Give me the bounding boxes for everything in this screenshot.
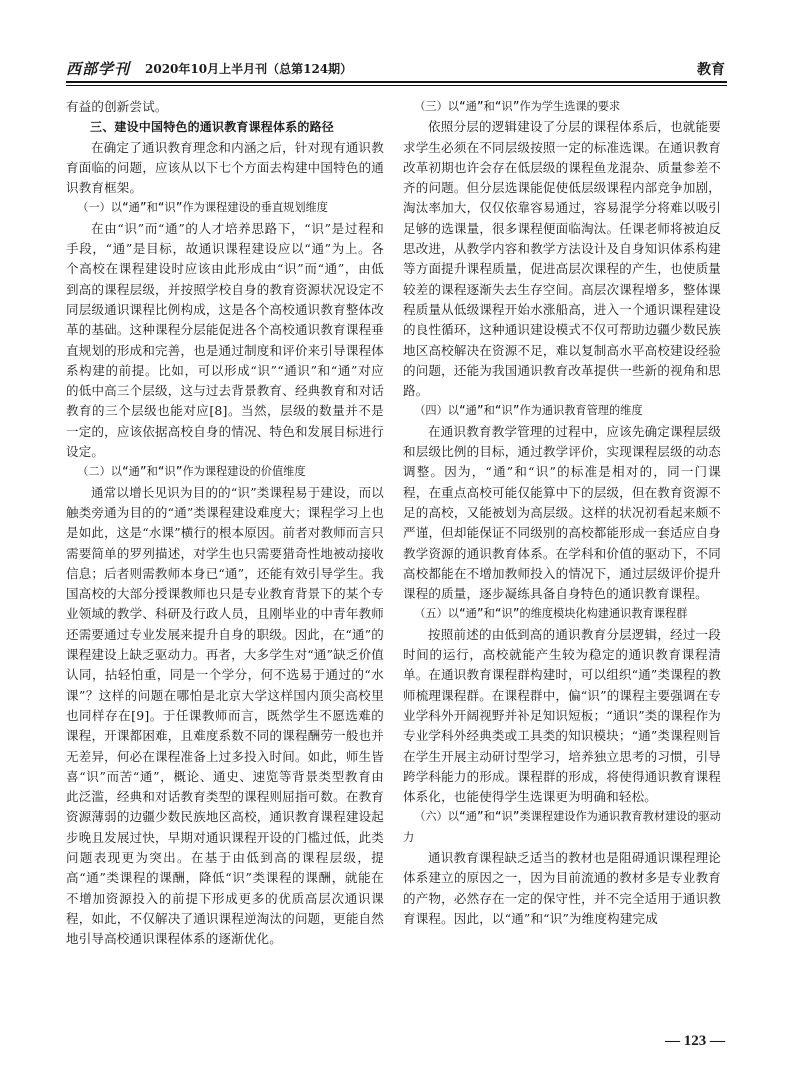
header-rule-thin (66, 85, 727, 86)
paragraph: 通常以增长见识为目的的“识”类课程易于建设，而以触类旁通为目的的“通”类课程建设难度大；课程学习上也是如此，这是“水课”横行的根本原因。前者对教师而言只需要简单的罗列描述，对学生也只需要猎奇性地被动接收信息；后者则需教师本身已“通”，还能有效引导学生。我国高校的大部分授课教师也只是专业教育背景下的某个专业领域的教学、科研及行政人员，且刚毕业的中青年教师还需要通过专业发展来提升自身的职级。因此，在“通”的课程建设上缺乏驱动力。再者，大多学生对“通”缺乏价值认同，拈轻怕重，同是一个学分，何不选易于通过的“水课”？这样的问题在哪怕是北京大学这样国内顶尖高校里也同样存在[9]。于任课教师而言，既然学生不愿选难的课程，开课都困难，且难度系数不同的课程酬劳一般也并无差异，何必在课程准备上过多投入时间。如此，师生皆喜“识”而苦“通”，概论、通史、速览等背景类型教育由此泛滥，经典和对话教育类型的课程则屈指可数。在教育资源薄弱的边疆少数民族地区高校，通识教育课程建设起步晚且发展过快，早期对通识课程开设的门槛过低，此类问题表现更为突出。在基于由低到高的课程层级，提高“通”类课程的课酬，降低“识”类课程的课酬，就能在不增加资源投入的前提下形成更多的优质高层次通识课程，如此，不仅解决了通识课程逆淘汰的问题，更能自然地引导高校通识课程体系的逐渐优化。 (66, 484, 384, 947)
left-column (66, 97, 384, 949)
subsection-heading: （六）以“通”和“识”类课程建设作为通识教育教材建设的驱动力 (403, 810, 721, 844)
subsection-heading: （二）以“通”和“识”作为课程建设的价值维度 (77, 465, 306, 479)
paragraph: 在通识教育教学管理的过程中，应该先确定课程层级和层级比例的目标，通过教学评价，实现课程层级的动态调整。因为，“通”和“识”的标准是相对的，同一门课程，在重点高校可能仅能算中下的层级，但在教育资源不足的高校，又能被划为高层级。这样的状况初看起来颇不严谨，但却能保证不同级别的高校都能形成一套适应自身教学资源的通识教育体系。在学科和价值的驱动下，不同高校都能在不增加教师投入的情况下，通过层级评价提升课程的质量，逐步凝练具备自身特色的通识教育课程。 (403, 423, 721, 602)
journal-logo: 西部学刊 (66, 60, 131, 78)
issue-info: 2020年10月上半月刊（总第124期） (145, 62, 353, 76)
subsection-heading: （三）以“通”和“识”作为学生选课的要求 (414, 100, 621, 113)
paragraph: 通识教育课程缺乏适当的教材也是阻碍通识课程理论体系建立的原因之一，因为目前流通的教材多是专业教育的产物，必然存在一定的保守性，并不完全适用于通识教育课程。因此，以“通”和“识”为维度构建完成 (403, 849, 721, 926)
section-label: 教育 (697, 62, 725, 78)
header-rule-thick (66, 81, 727, 83)
section-heading: 三、建设中国特色的通识教育课程体系的路径 (90, 120, 335, 135)
subsection-heading: （一）以“通”和“识”作为课程建设的垂直规划维度 (77, 201, 328, 215)
paragraph: 按照前述的由低到高的通识教育分层逻辑，经过一段时间的运行，高校就能产生较为稳定的通识教育课程清单。在通识教育课程群构建时，可以组织“通”类课程的教师梳理课程群。在课程群中，偏“识”的课程主要强调在专业学科外开阔视野并补足知识短板；“通识”类的课程作为专业学科外经典类或工具类的知识模块；“通”类课程则旨在学生开展主动研讨型学习，培养独立思考的习惯，引导跨学科能力的形成。课程群的形成，将使得通识教育课程体系化，也能使得学生选课更为明确和轻松。 (403, 626, 721, 805)
page-number: — 123 — (665, 1033, 725, 1049)
right-column (403, 97, 721, 929)
paragraph: 在由“识”而“通”的人才培养思路下，“识”是过程和手段，“通”是目标，故通识课程建设应以“通”为上。各个高校在课程建设时应该由此形成由“识”而“通”，由低到高的课程层级，并按照学校自身的教育资源状况设定不同层级通识课程比例构成，这是各个高校通识教育整体改革的基础。这种课程分层能促进各个高校通识教育课程垂直规划的形成和完善，也是通过制度和评价来引导课程体系构建的前提。比如，可以形成“识”“通识”和“通”对应的低中高三个层级，这与过去背景教育、经典教育和对话教育的三个层级也能对应[8]。当然，层级的数量并不是一定的，应该依据高校自身的情况、特色和发展目标进行设定。 (66, 220, 384, 460)
subsection-heading: （四）以“通”和“识”作为通识教育管理的维度 (414, 404, 643, 418)
page-header (66, 58, 727, 80)
paragraph: 依照分层的逻辑建设了分层的课程体系后，也就能要求学生必须在不同层级按照一定的标准选课。在通识教育改革初期也许会存在低层级的课程鱼龙混杂、质量参差不齐的问题。但分层选课能促使低层级课程内部竞争加剧，淘汰率加大，仅仅依靠容易通过，容易混学分将难以吸引足够的选课量，很多课程便面临淘汰。任课老师将被迫反思改进，从教学内容和教学方法设计及自身知识体系构建等方面提升课程质量，促进高层次课程的产生，也使质量较差的课程逐渐失去生存空间。高层次课程增多，整体课程质量从低级课程开始水涨船高，进入一个通识课程建设的良性循环，这种通识建设模式不仅可帮助边疆少数民族地区高校解决在资源不足，难以复制高水平高校建设经验的问题，还能为我国通识教育改革提供一些新的视角和思路。 (403, 119, 721, 399)
subsection-heading: （五）以“通”和“识”的维度模块化构建通识教育课程群 (414, 607, 688, 621)
paragraph: 在确定了通识教育理念和内涵之后，针对现有通识教育面临的问题，应该从以下七个方面去构建中国特色的通识教育框架。 (66, 139, 384, 196)
paragraph: 有益的创新尝试。 (66, 99, 168, 114)
